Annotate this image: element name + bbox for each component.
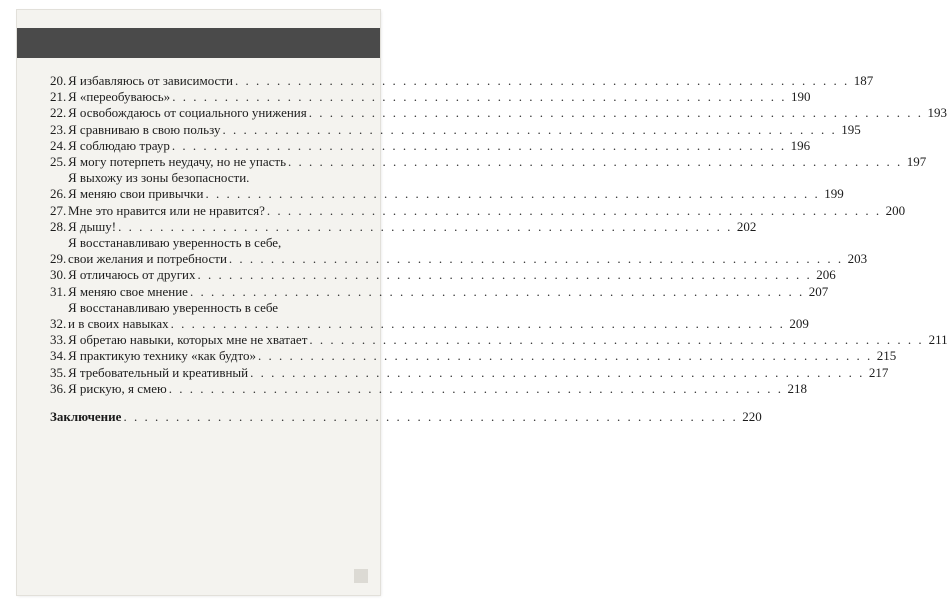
- dot-leader: . . . . . . . . . . . . . . . . . . . . . . . . . . . . . . . . . . . . . . . . . . . . . . . . . . . . . . . . . . .: [250, 364, 865, 380]
- toc-entry-title: Я обретаю навыки, которых мне не хватает: [68, 332, 308, 348]
- toc-entry-title: Я практикую технику «как будто»: [68, 348, 256, 364]
- toc-entry: [50, 154, 927, 170]
- dot-leader: . . . . . . . . . . . . . . . . . . . . . . . . . . . . . . . . . . . . . . . . . . . . . . . . . . . . . . . . . . .: [228, 251, 844, 267]
- toc-entry-number: 28.: [50, 218, 67, 234]
- toc-conclusion: [50, 409, 762, 425]
- toc-entry-title: Я дышу!: [68, 218, 117, 234]
- toc-entry-title-line: Я восстанавливаю уверенность в себе,: [68, 235, 282, 251]
- toc-entry: [50, 73, 874, 89]
- toc-entry-number: 24.: [50, 137, 67, 153]
- toc-entry: [50, 137, 811, 154]
- toc-entry-title-line: Я выхожу из зоны безопасности.: [68, 170, 250, 186]
- toc-entry-title: Я сравниваю в свою пользу: [68, 121, 221, 137]
- toc-entry-title: Я «переобуваюсь»: [68, 89, 171, 105]
- toc-entry-title: свои желания и потребности: [68, 251, 227, 267]
- dot-leader: . . . . . . . . . . . . . . . . . . . . . . . . . . . . . . . . . . . . . . . . . . . . . . . . . . . . . . . . . . .: [234, 73, 850, 88]
- toc-entry-number: 29.: [50, 251, 67, 267]
- toc-entry-page: 200: [885, 202, 906, 218]
- toc-entry-number: 22.: [50, 105, 67, 121]
- toc-entry-page: 203: [847, 251, 868, 267]
- toc-entry: [50, 218, 757, 235]
- toc-entry-number: 32.: [50, 316, 67, 332]
- toc-entry: [50, 283, 829, 300]
- dot-leader: . . . . . . . . . . . . . . . . . . . . . . . . . . . . . . . . . . . . . . . . . . . . . . . . . . . . . . . . . . .: [222, 121, 837, 137]
- toc-entry-title: и в своих навыках: [68, 316, 169, 332]
- toc-entry-number: 36.: [50, 380, 67, 396]
- toc-entry-page: 217: [868, 364, 889, 380]
- toc-entry-page: 190: [790, 89, 811, 105]
- toc-entry-title: Я отличаюсь от других: [68, 267, 196, 283]
- toc-entry-title: Я меняю свое мнение: [68, 283, 188, 299]
- dot-leader: . . . . . . . . . . . . . . . . . . . . . . . . . . . . . . . . . . . . . . . . . . . . . . . . . . . . . . . . . . .: [189, 283, 805, 299]
- dot-leader: . . . . . . . . . . . . . . . . . . . . . . . . . . . . . . . . . . . . . . . . . . . . . . . . . . . . . . . . . . .: [288, 154, 903, 170]
- toc-entry-number: 20.: [50, 73, 67, 88]
- toc-entry: [50, 235, 868, 267]
- dot-leader: . . . . . . . . . . . . . . . . . . . . . . . . . . . . . . . . . . . . . . . . . . . . . . . . . . . . . . . . . . .: [168, 380, 783, 396]
- toc-entry-page: 207: [808, 283, 829, 299]
- toc-entry-title: Мне это нравится или не нравится?: [68, 202, 265, 218]
- toc-entry-page: 206: [816, 267, 836, 283]
- toc-conclusion-title: Заключение: [50, 409, 122, 425]
- dot-leader: . . . . . . . . . . . . . . . . . . . . . . . . . . . . . . . . . . . . . . . . . . . . . . . . . . . . . . . . . . .: [266, 202, 882, 218]
- toc-entry: [50, 105, 947, 121]
- dot-leader: . . . . . . . . . . . . . . . . . . . . . . . . . . . . . . . . . . . . . . . . . . . . . . . . . . . . . . . . . . .: [123, 409, 738, 425]
- toc-entry: [50, 380, 807, 397]
- header-bar: [17, 28, 380, 58]
- toc-entry-title: Я избавляюсь от зависимости: [68, 73, 233, 88]
- dot-leader: . . . . . . . . . . . . . . . . . . . . . . . . . . . . . . . . . . . . . . . . . . . . . . . . . . . . . . . . . . .: [257, 348, 873, 364]
- toc-entry-page: 199: [824, 186, 844, 202]
- toc-entry-page: 195: [841, 121, 861, 137]
- dot-leader: . . . . . . . . . . . . . . . . . . . . . . . . . . . . . . . . . . . . . . . . . . . . . . . . . . . . . . . . . . .: [118, 218, 733, 234]
- toc-entry: [50, 89, 811, 105]
- toc-entry-page: 211: [928, 332, 948, 348]
- toc-entry: [50, 267, 836, 283]
- toc-entry-title: Я меняю свои привычки: [68, 186, 204, 202]
- toc-entry: [50, 202, 906, 219]
- toc-entry: [50, 299, 809, 332]
- book-page: [17, 10, 948, 595]
- toc-entry-title: Я рискую, я смею: [68, 380, 167, 396]
- toc-entry-page: 202: [736, 218, 757, 234]
- toc-entry-number: 30.: [50, 267, 67, 283]
- toc-entry-page: 193: [927, 105, 947, 121]
- toc-entry-number: 23.: [50, 121, 67, 137]
- dot-leader: . . . . . . . . . . . . . . . . . . . . . . . . . . . . . . . . . . . . . . . . . . . . . . . . . . . . . . . . . . .: [205, 186, 820, 202]
- dot-leader: . . . . . . . . . . . . . . . . . . . . . . . . . . . . . . . . . . . . . . . . . . . . . . . . . . . . . . . . . . .: [308, 105, 923, 121]
- dot-leader: . . . . . . . . . . . . . . . . . . . . . . . . . . . . . . . . . . . . . . . . . . . . . . . . . . . . . . . . . . .: [309, 332, 924, 348]
- toc-entry-page: 197: [906, 154, 927, 170]
- toc-entry-page: 209: [789, 316, 809, 332]
- toc-entry-title: Я соблюдаю траур: [68, 137, 170, 153]
- dot-leader: . . . . . . . . . . . . . . . . . . . . . . . . . . . . . . . . . . . . . . . . . . . . . . . . . . . . . . . . . . .: [172, 89, 787, 105]
- dot-leader: . . . . . . . . . . . . . . . . . . . . . . . . . . . . . . . . . . . . . . . . . . . . . . . . . . . . . . . . . . .: [170, 316, 785, 332]
- toc-entry-number: 35.: [50, 364, 67, 380]
- toc-entry: [50, 121, 861, 138]
- toc-entry-number: 27.: [50, 202, 67, 218]
- toc-entry-number: 21.: [50, 89, 67, 105]
- dot-leader: . . . . . . . . . . . . . . . . . . . . . . . . . . . . . . . . . . . . . . . . . . . . . . . . . . . . . . . . . . .: [171, 137, 787, 153]
- toc-entry-number: 25.: [50, 154, 67, 170]
- dot-leader: . . . . . . . . . . . . . . . . . . . . . . . . . . . . . . . . . . . . . . . . . . . . . . . . . . . . . . . . . . .: [197, 267, 812, 283]
- toc-entry-page: 215: [876, 348, 897, 364]
- toc-entry-title: Я могу потерпеть неудачу, но не упасть: [68, 154, 287, 170]
- toc-entry-title-line: Я восстанавливаю уверенность в себе: [68, 299, 279, 315]
- toc-entry: [50, 348, 897, 364]
- toc-entry-number: 33.: [50, 332, 67, 348]
- toc-entry: [50, 364, 889, 381]
- toc-entry-page: 218: [787, 380, 807, 396]
- toc-entry-title: Я освобождаюсь от социального унижения: [68, 105, 307, 121]
- corner-mark: [354, 569, 368, 583]
- toc-entry-page: 187: [853, 73, 874, 88]
- table-of-contents: [50, 73, 948, 425]
- toc-entry-number: 34.: [50, 348, 67, 364]
- toc-entry: [50, 170, 844, 202]
- toc-conclusion-page: 220: [742, 409, 762, 425]
- toc-entry-number: 31.: [50, 283, 67, 299]
- toc-entry-page: 196: [790, 137, 811, 153]
- toc-entry-number: 26.: [50, 186, 67, 202]
- toc-entry: [50, 332, 948, 348]
- toc-entry-title: Я требовательный и креативный: [68, 364, 249, 380]
